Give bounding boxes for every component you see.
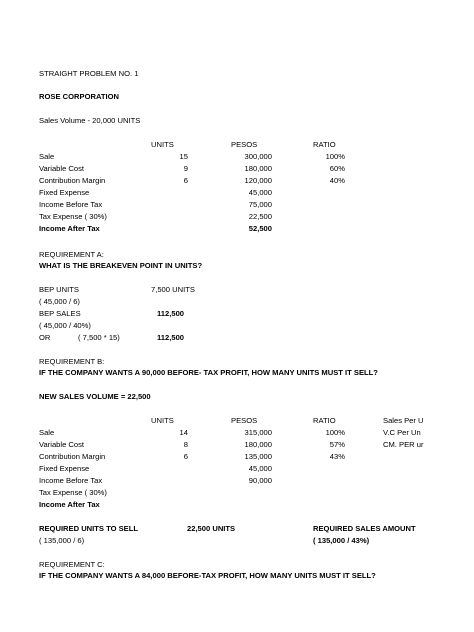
table2-row-pesos: 180,000 [244, 440, 272, 449]
table2-row-pesos: 90,000 [248, 476, 272, 485]
required-units-value: 22,500 UNITS [187, 524, 236, 533]
table2-row-pesos: 315,000 [244, 428, 272, 437]
table1-row-label: Income After Tax [39, 224, 100, 233]
table1-row-pesos: 75,000 [248, 200, 272, 209]
table2-row-label: Sale [39, 428, 55, 437]
document-title: STRAIGHT PROBLEM NO. 1 [39, 69, 139, 78]
table1-row-ratio: 60% [329, 164, 345, 173]
table2-extra-note: V.C Per Un [383, 428, 421, 437]
sales-volume: Sales Volume - 20,000 UNITS [39, 116, 141, 125]
bep-sales-value: 112,500 [157, 309, 185, 318]
req-b-question: IF THE COMPANY WANTS A 90,000 BEFORE- TAX PROFIT, HOW MANY UNITS MUST IT SELL? [39, 368, 378, 377]
table1-row-label: Sale [39, 152, 55, 161]
bep-units-formula: ( 45,000 / 6) [39, 297, 80, 306]
table2-header-units: UNITS [151, 416, 174, 425]
bep-sales-formula: ( 45,000 / 40%) [39, 321, 91, 330]
bep-units-value: 7,500 UNITS [151, 285, 195, 294]
table2-header-ratio: RATIO [313, 416, 336, 425]
or-value: 112,500 [157, 333, 185, 342]
table2-row-units: 6 [183, 452, 188, 461]
table1-header-pesos: PESOS [231, 140, 258, 149]
table2-row-label: Income Before Tax [39, 476, 103, 485]
required-sales-label: REQUIRED SALES AMOUNT [313, 524, 416, 533]
req-c-heading: REQUIREMENT C: [39, 560, 105, 569]
table1-header-ratio: RATIO [313, 140, 336, 149]
or-formula: ( 7,500 * 15) [78, 333, 120, 342]
required-sales-formula: ( 135,000 / 43%) [313, 536, 370, 545]
table1-row-pesos: 52,500 [248, 224, 272, 233]
table1-row-pesos: 45,000 [248, 188, 272, 197]
table1-row-label: Tax Expense ( 30%) [39, 212, 107, 221]
req-b-heading: REQUIREMENT B: [39, 357, 105, 366]
table2-row-ratio: 43% [329, 452, 345, 461]
table2-row-pesos: 135,000 [244, 452, 272, 461]
table1-row-units: 6 [183, 176, 188, 185]
table2-row-label: Contribution Margin [39, 452, 106, 461]
table2-extra-note: CM. PER ur [383, 440, 424, 449]
table2-row-label: Variable Cost [39, 440, 85, 449]
required-units-label: REQUIRED UNITS TO SELL [39, 524, 139, 533]
table2-row-label: Fixed Expense [39, 464, 90, 473]
table2-row-ratio: 57% [329, 440, 345, 449]
bep-units-label: BEP UNITS [39, 285, 79, 294]
table1-row-pesos: 22,500 [248, 212, 272, 221]
table1-row-pesos: 180,000 [244, 164, 272, 173]
req-c-question: IF THE COMPANY WANTS A 84,000 BEFORE-TAX PROFIT, HOW MANY UNITS MUST IT SELL? [39, 571, 376, 580]
bep-sales-label: BEP SALES [39, 309, 81, 318]
table1-row-label: Income Before Tax [39, 200, 103, 209]
table1-row-units: 15 [179, 152, 188, 161]
table2-header-pesos: PESOS [231, 416, 258, 425]
table2-row-label: Tax Expense ( 30%) [39, 488, 107, 497]
req-a-question: WHAT IS THE BREAKEVEN POINT IN UNITS? [39, 261, 203, 270]
table1-row-pesos: 120,000 [244, 176, 272, 185]
table1-row-label: Contribution Margin [39, 176, 106, 185]
table1-header-units: UNITS [151, 140, 174, 149]
table1-row-ratio: 40% [329, 176, 345, 185]
table2-row-pesos: 45,000 [248, 464, 272, 473]
table2-row-units: 14 [179, 428, 188, 437]
or-label: OR [39, 333, 51, 342]
table1-row-pesos: 300,000 [244, 152, 272, 161]
table2-row-ratio: 100% [325, 428, 345, 437]
table1-row-label: Variable Cost [39, 164, 85, 173]
table2-row-label: Income After Tax [39, 500, 100, 509]
company-name: ROSE CORPORATION [39, 92, 120, 101]
table1-row-ratio: 100% [325, 152, 345, 161]
req-a-heading: REQUIREMENT A: [39, 250, 104, 259]
required-units-formula: ( 135,000 / 6) [39, 536, 85, 545]
table2-row-units: 8 [183, 440, 188, 449]
table1-row-units: 9 [183, 164, 188, 173]
new-sales-volume: NEW SALES VOLUME = 22,500 [39, 392, 151, 401]
table2-header-extra: Sales Per U [383, 416, 424, 425]
table1-row-label: Fixed Expense [39, 188, 90, 197]
